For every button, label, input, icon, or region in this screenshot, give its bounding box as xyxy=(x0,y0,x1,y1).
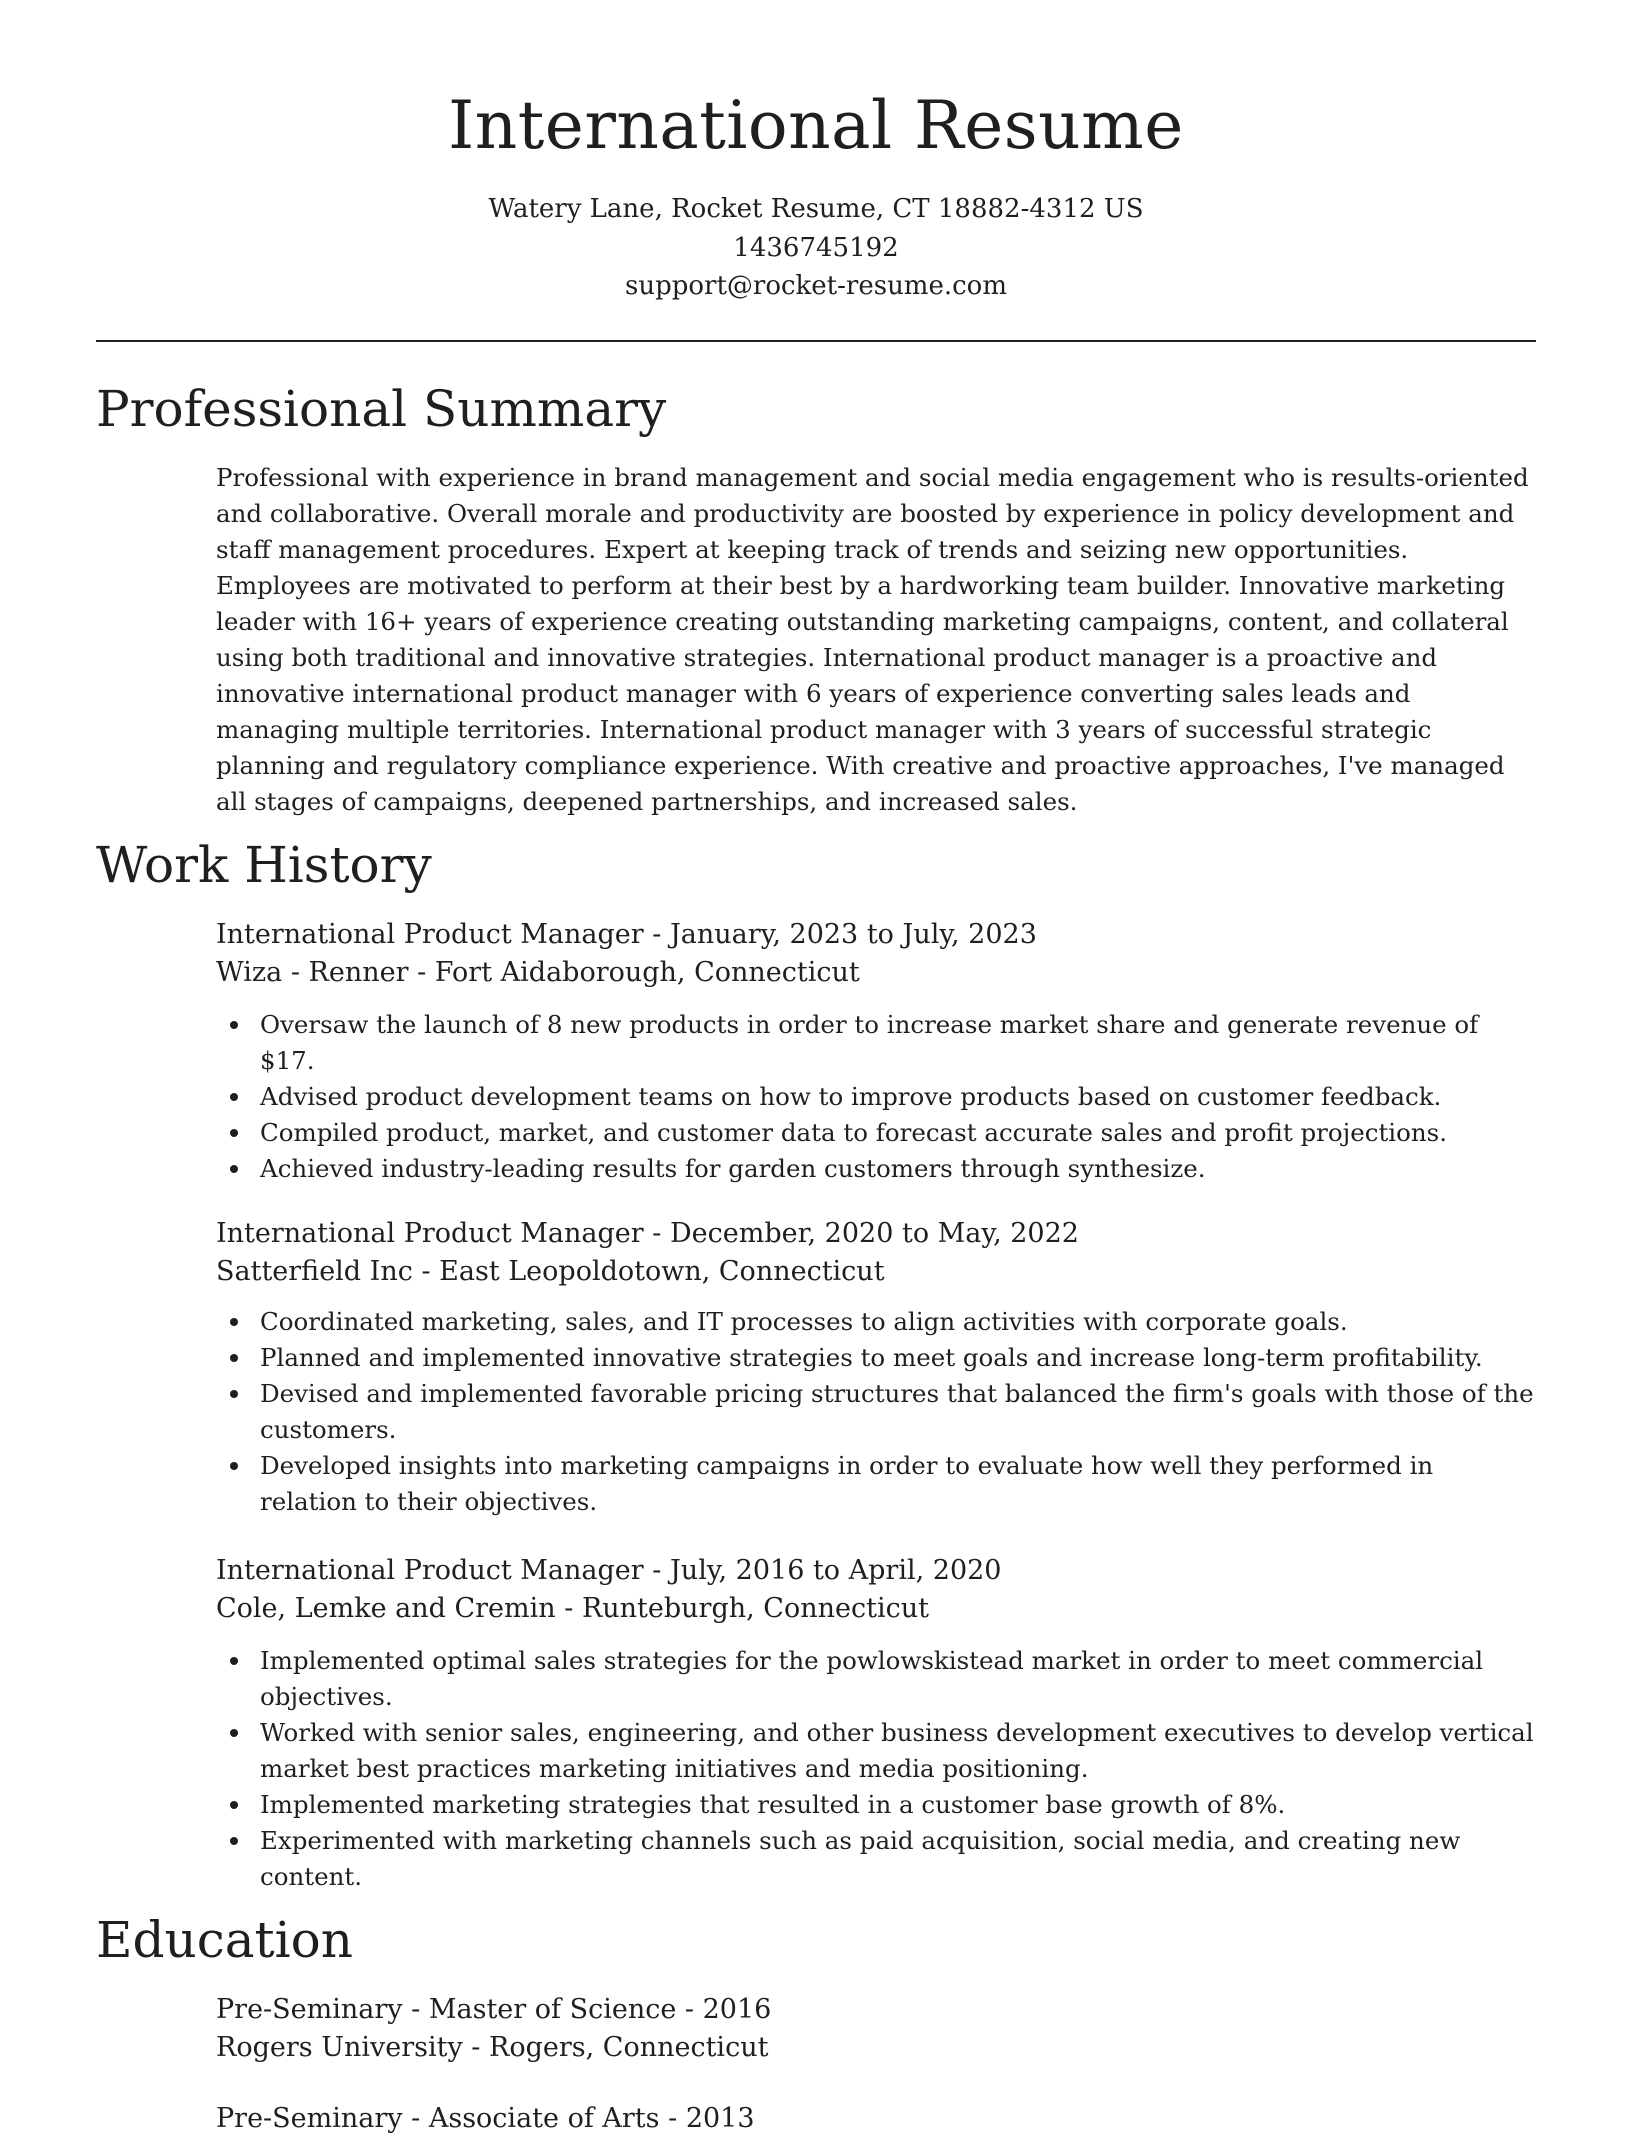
contact-block xyxy=(96,190,1536,306)
job-dates: January, 2023 to July, 2023 xyxy=(670,919,1037,950)
separator: - xyxy=(403,2103,429,2134)
job-bullets xyxy=(216,1643,1536,1895)
separator: - xyxy=(403,1994,429,2025)
job-bullet: Experimented with marketing channels such as paid acquisition, social media, and creating new content. xyxy=(260,1823,1536,1895)
work-history-heading: Work History xyxy=(96,834,1536,896)
job-bullet: Implemented optimal sales strategies for the powlowskistead market in order to meet commercial objectives. xyxy=(260,1643,1536,1715)
education-location: Rogers, Connecticut xyxy=(489,2032,768,2063)
job-bullet: Compiled product, market, and customer data to forecast accurate sales and profit projections. xyxy=(260,1115,1536,1151)
job-entry xyxy=(216,916,1536,1187)
contact-address: Watery Lane, Rocket Resume, CT 18882-4312 US xyxy=(96,190,1536,229)
separator: - xyxy=(660,2103,686,2134)
education-degree-line xyxy=(216,1991,1536,2030)
education-section xyxy=(96,1909,1536,2138)
separator: - xyxy=(409,957,435,988)
education-degree: Master of Science xyxy=(429,1994,676,2025)
job-bullet: Advised product development teams on how to improve products based on customer feedback. xyxy=(260,1079,1536,1115)
education-school-line xyxy=(216,2029,1536,2068)
resume-name: International Resume xyxy=(96,0,1536,168)
header-divider xyxy=(96,340,1536,342)
job-bullet: Devised and implemented favorable pricing structures that balanced the firm's goals with those of the customers. xyxy=(260,1376,1536,1448)
job-company-line xyxy=(216,1590,1536,1629)
job-title-line xyxy=(216,1552,1536,1591)
contact-email: support@rocket-resume.com xyxy=(96,267,1536,306)
job-company-line xyxy=(216,954,1536,993)
education-field: Pre-Seminary xyxy=(216,2103,403,2134)
job-title: International Product Manager xyxy=(216,1218,644,1249)
job-location: Runteburgh, Connecticut xyxy=(582,1593,929,1624)
job-bullets xyxy=(216,1007,1536,1187)
education-year: 2013 xyxy=(686,2103,755,2134)
contact-phone: 1436745192 xyxy=(96,229,1536,268)
separator: - xyxy=(644,1218,670,1249)
summary-heading: Professional Summary xyxy=(96,378,1536,440)
separator: - xyxy=(463,2032,489,2063)
separator: - xyxy=(676,1994,702,2025)
job-company: Wiza - Renner xyxy=(216,957,409,988)
job-bullet: Implemented marketing strategies that resulted in a customer base growth of 8%. xyxy=(260,1787,1536,1823)
job-entry xyxy=(216,1552,1536,1895)
education-school: Rogers University xyxy=(216,2032,463,2063)
job-bullet: Planned and implemented innovative strategies to meet goals and increase long-term profitability. xyxy=(260,1340,1536,1376)
job-dates: July, 2016 to April, 2020 xyxy=(670,1555,1002,1586)
job-bullet: Worked with senior sales, engineering, and other business development executives to develop vertical market best practices marketing initiatives and media positioning. xyxy=(260,1715,1536,1787)
work-history-section xyxy=(96,834,1536,1895)
job-bullet: Developed insights into marketing campaigns in order to evaluate how well they performed in relation to their objectives. xyxy=(260,1448,1536,1520)
job-location: Fort Aidaborough, Connecticut xyxy=(435,957,860,988)
education-entry xyxy=(216,2100,1536,2138)
job-location: East Leopoldotown, Connecticut xyxy=(439,1256,884,1287)
job-company-line xyxy=(216,1253,1536,1292)
job-title: International Product Manager xyxy=(216,919,644,950)
job-entry xyxy=(216,1215,1536,1520)
education-field: Pre-Seminary xyxy=(216,1994,403,2025)
summary-text: Professional with experience in brand management and social media engagement who is results-oriented and collaborative. Overall morale and productivity are boosted by experience in policy development and staff management procedures. Expert at keeping track of trends and seizing new opportunities. Employees are motivated to perform at their best by a hardworking team builder. Innovative marketing leader with 16+ years of experience creating outstanding marketing campaigns, content, and collateral using both traditional and innovative strategies. International product manager is a proactive and innovative international product manager with 6 years of experience converting sales leads and managing multiple territories. International product manager with 3 years of successful strategic planning and regulatory compliance experience. With creative and proactive approaches, I've managed all stages of campaigns, deepened partnerships, and increased sales. xyxy=(216,460,1536,820)
separator: - xyxy=(413,1256,439,1287)
separator: - xyxy=(556,1593,582,1624)
job-bullet: Oversaw the launch of 8 new products in order to increase market share and generate revenue of $17. xyxy=(260,1007,1536,1079)
education-heading: Education xyxy=(96,1909,1536,1971)
job-dates: December, 2020 to May, 2022 xyxy=(670,1218,1079,1249)
separator: - xyxy=(644,919,670,950)
education-degree: Associate of Arts xyxy=(429,2103,660,2134)
education-year: 2016 xyxy=(703,1994,772,2025)
job-bullets xyxy=(216,1304,1536,1520)
job-bullet: Achieved industry-leading results for garden customers through synthesize. xyxy=(260,1151,1536,1187)
separator: - xyxy=(644,1555,670,1586)
job-bullet: Coordinated marketing, sales, and IT processes to align activities with corporate goals. xyxy=(260,1304,1536,1340)
job-title: International Product Manager xyxy=(216,1555,644,1586)
job-company: Satterfield Inc xyxy=(216,1256,413,1287)
job-company: Cole, Lemke and Cremin xyxy=(216,1593,556,1624)
summary-section xyxy=(96,378,1536,820)
job-title-line xyxy=(216,916,1536,955)
resume-page xyxy=(96,0,1536,2138)
job-title-line xyxy=(216,1215,1536,1254)
education-degree-line xyxy=(216,2100,1536,2138)
education-entry xyxy=(216,1991,1536,2068)
